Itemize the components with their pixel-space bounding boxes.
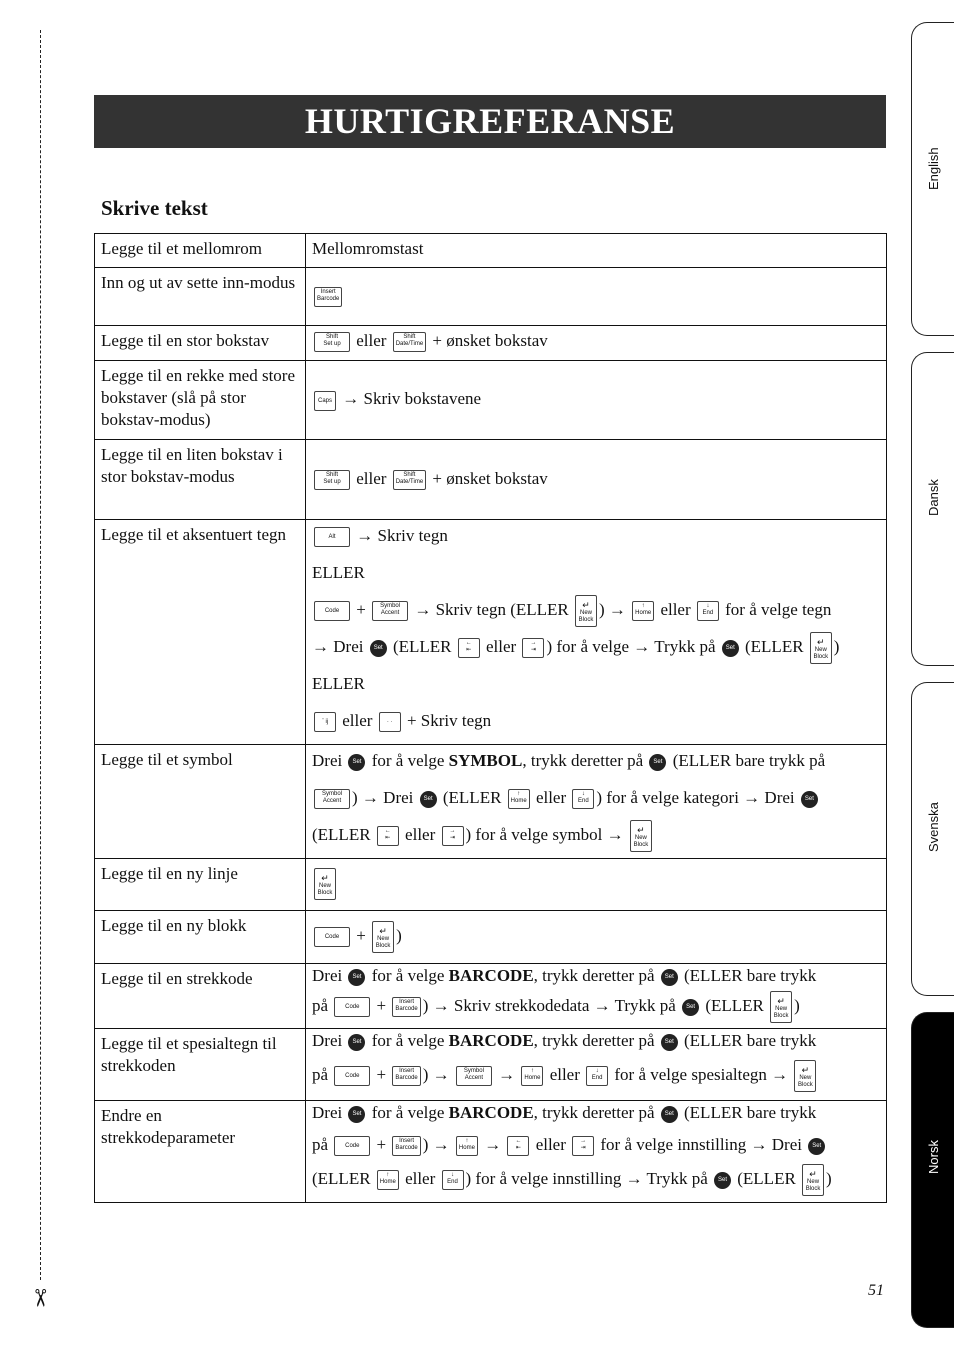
row-description [306, 1101, 887, 1203]
text: ) → Skriv strekkodedata → Trykk på [422, 996, 676, 1015]
text: (ELLER [737, 1169, 796, 1189]
text: ) [396, 925, 402, 945]
left-arrow-key-icon: ← ⇤ [458, 638, 480, 658]
text: (ELLER [312, 825, 371, 844]
text: eller [660, 600, 691, 619]
row-label: Legge til en rekke med store bokstaver (slå på stor bokstav-modus) [95, 361, 306, 440]
text: ) for å velge symbol → [465, 825, 624, 844]
row-label: Inn og ut av sette inn-modus [95, 268, 306, 326]
line [312, 991, 880, 1023]
table-row [95, 1029, 887, 1101]
section-title: Skrive tekst [101, 196, 208, 220]
text: ) [826, 1169, 832, 1189]
text: eller [342, 711, 373, 730]
text: Drei [312, 966, 343, 985]
row-description [306, 911, 887, 964]
text: eller [535, 1135, 566, 1155]
alt-key-icon: Alt [314, 527, 350, 547]
home-key-icon: ↑ Home [377, 1170, 399, 1190]
new-block-key-icon: ↵ New Block [794, 1060, 816, 1092]
shift-key-icon: Shift Set up [314, 470, 350, 490]
insert-key-icon: Insert Barcode [392, 1066, 420, 1086]
row-description [306, 1029, 887, 1101]
row-label: Legge til et mellomrom [95, 234, 306, 268]
text: for å velge [371, 1103, 445, 1123]
row-description [306, 326, 887, 361]
text: , trykk deretter på [522, 751, 644, 770]
set-button-icon: Set [808, 1138, 825, 1155]
text: SYMBOL [448, 751, 523, 770]
code-key-icon: Code [334, 1066, 370, 1086]
new-block-key-icon: ↵ New Block [810, 632, 832, 664]
table-row [95, 1101, 887, 1203]
text: for å velge tegn [725, 600, 832, 619]
text: eller [549, 1065, 580, 1085]
table-row [95, 964, 887, 1029]
text: + [376, 1065, 387, 1085]
line [312, 1056, 880, 1094]
shift-key-icon: Shift Set up [314, 332, 350, 352]
end-key-icon: ↓ End [697, 601, 719, 621]
line [312, 742, 880, 779]
set-button-icon: Set [348, 969, 365, 986]
text: + [376, 1135, 387, 1155]
text: ) for å velge → Trykk på [546, 637, 716, 656]
row-description [306, 745, 887, 859]
row-label: Legge til en liten bokstav i stor bokstav-modus [95, 440, 306, 520]
text: eller [486, 637, 517, 656]
set-button-icon: Set [722, 640, 739, 657]
text: (ELLER bare trykk [684, 966, 817, 985]
text: for å velge [371, 966, 445, 985]
line [312, 1128, 880, 1162]
row-description [306, 440, 887, 520]
text: → [498, 1065, 516, 1085]
text: for å velge [371, 751, 445, 770]
symbol-accent-key-icon: Symbol Accent [314, 789, 350, 809]
new-block-key-icon: ↵ New Block [314, 868, 336, 900]
new-block-key-icon: ↵ New Block [770, 991, 792, 1023]
text: (ELLER [705, 996, 764, 1015]
code-key-icon: Code [314, 927, 350, 947]
text: for å velge innstilling → Drei [600, 1135, 802, 1155]
text: (ELLER [745, 637, 804, 656]
text: Drei [312, 751, 343, 770]
text: Drei [312, 1103, 343, 1123]
row-description: Mellomromstast [306, 234, 887, 268]
text: BARCODE [448, 966, 534, 985]
text: + Skriv tegn [406, 711, 492, 730]
line [312, 591, 880, 628]
text: , trykk deretter på [533, 1103, 655, 1123]
set-button-icon: Set [661, 969, 678, 986]
code-key-icon: Code [314, 601, 350, 621]
text: + ønsket bokstav [432, 468, 548, 488]
line [312, 816, 880, 853]
left-arrow-key-icon: ← ⇤ [377, 826, 399, 846]
end-key-icon: ↓ End [586, 1066, 608, 1086]
left-arrow-key-icon: ← ⇤ [507, 1136, 529, 1156]
text: + [356, 600, 366, 619]
right-arrow-key-icon: → ⇥ [442, 826, 464, 846]
text: BARCODE [448, 1031, 534, 1051]
scissors-icon: ✂ [26, 1287, 55, 1309]
text: ) for å velge innstilling → Trykk på [465, 1169, 708, 1189]
insert-key-icon: Insert Barcode [392, 1136, 420, 1156]
home-key-icon: ↑ Home [521, 1066, 543, 1086]
line [312, 702, 880, 739]
symbol-accent-key-icon: Symbol Accent [456, 1066, 492, 1086]
line [312, 1162, 880, 1196]
code-key-icon: Code [334, 997, 370, 1017]
row-label: Legge til et spesialtegn til strekkoden [95, 1029, 306, 1101]
tab-label: Dansk [926, 479, 941, 516]
insert-key-icon: Insert Barcode [392, 997, 420, 1017]
text: (ELLER [392, 637, 452, 656]
line [312, 1026, 880, 1056]
text: → [484, 1135, 502, 1155]
text: for å velge spesialtegn → [614, 1065, 789, 1085]
line [312, 961, 880, 991]
table-row [95, 268, 887, 326]
text: (ELLER bare trykk [684, 1103, 817, 1123]
table-row [95, 859, 887, 911]
line [312, 779, 880, 816]
new-block-key-icon: ↵ New Block [802, 1164, 824, 1196]
text: , trykk deretter på [533, 1031, 655, 1051]
text: (ELLER bare trykk [684, 1031, 817, 1051]
row-description [306, 268, 887, 326]
end-key-icon: ↓ End [442, 1170, 464, 1190]
text: → Skriv tegn (ELLER [414, 600, 569, 619]
new-block-key-icon: ↵ New Block [630, 820, 652, 852]
text: ) → [599, 600, 626, 619]
new-block-key-icon: ↵ New Block [372, 921, 394, 953]
text: ) → Drei [352, 788, 414, 807]
text: eller [405, 1169, 436, 1189]
home-key-icon: ↑ Home [508, 789, 530, 809]
new-block-key-icon: ↵ New Block [575, 595, 597, 627]
table-row [95, 361, 887, 440]
text: → Skriv tegn [356, 526, 448, 545]
symbol-accent-key-icon: Symbol Accent [372, 601, 408, 621]
row-label: Legge til et aksentuert tegn [95, 520, 306, 745]
text: ) → [422, 1065, 450, 1085]
set-button-icon: Set [420, 791, 437, 808]
tab-svenska[interactable] [911, 682, 954, 996]
right-arrow-key-icon: → ⇥ [522, 638, 544, 658]
row-label: Legge til en ny linje [95, 859, 306, 911]
right-arrow-key-icon: → ⇥ [572, 1136, 594, 1156]
text: på [312, 1135, 329, 1155]
text: eller [356, 468, 387, 488]
row-label: Legge til en ny blokk [95, 911, 306, 964]
row-description [306, 964, 887, 1029]
row-description [306, 520, 887, 745]
text: + [376, 996, 387, 1015]
text: eller [356, 331, 387, 350]
text: på [312, 996, 329, 1015]
line: ELLER [312, 563, 365, 582]
set-button-icon: Set [714, 1172, 731, 1189]
text: eller [535, 788, 567, 807]
table-row [95, 440, 887, 520]
text: BARCODE [448, 1103, 534, 1123]
line [312, 517, 880, 554]
line: ELLER [312, 674, 365, 693]
text: Drei [312, 1031, 343, 1051]
table-row [95, 326, 887, 361]
row-label: Legge til et symbol [95, 745, 306, 859]
tab-label: Norsk [926, 1140, 941, 1174]
text: → Drei [312, 637, 364, 656]
text: for å velge [371, 1031, 445, 1051]
table-row [95, 520, 887, 745]
text: ) for å velge kategori → Drei [596, 788, 795, 807]
page-number: 51 [868, 1282, 884, 1299]
row-label: Legge til en stor bokstav [95, 326, 306, 361]
text: + [356, 925, 366, 945]
row-label: Endre en strekkodeparameter [95, 1101, 306, 1203]
text: på [312, 1065, 329, 1085]
text: ) → [422, 1135, 450, 1155]
set-button-icon: Set [649, 754, 666, 771]
text: , trykk deretter på [533, 966, 655, 985]
row-label: Legge til en strekkode [95, 964, 306, 1029]
caps-key-icon: Caps [314, 391, 336, 411]
table-row [95, 234, 887, 268]
table-row [95, 911, 887, 964]
set-button-icon: Set [661, 1106, 678, 1123]
tab-label: Svenska [926, 802, 941, 852]
text: (ELLER [312, 1169, 371, 1189]
page-title: HURTIGREFERANSE [94, 95, 886, 148]
set-button-icon: Set [370, 640, 387, 657]
text: ) [833, 637, 840, 656]
text: + ønsket bokstav [432, 331, 548, 350]
row-description [306, 361, 887, 440]
set-button-icon: Set [801, 791, 818, 808]
umlaut-key-icon: ¨ ij [314, 712, 336, 732]
text: eller [405, 825, 436, 844]
home-key-icon: ↑ Home [632, 601, 654, 621]
row-description [306, 859, 887, 911]
quick-reference-table [94, 233, 887, 1203]
set-button-icon: Set [348, 1034, 365, 1051]
shift-date-key-icon: Shift Date/Time [393, 470, 426, 490]
table-row [95, 745, 887, 859]
text: (ELLER bare trykk på [672, 751, 826, 770]
tab-norsk[interactable] [911, 1012, 954, 1328]
shift-date-key-icon: Shift Date/Time [393, 332, 426, 352]
end-key-icon: ↓ End [572, 789, 594, 809]
insert-key-icon: Insert Barcode [314, 287, 342, 307]
line [312, 628, 880, 665]
set-button-icon: Set [682, 999, 699, 1016]
tab-english[interactable] [911, 22, 954, 336]
code-key-icon: Code [334, 1136, 370, 1156]
tab-label: English [926, 147, 941, 190]
line [312, 1098, 880, 1128]
set-button-icon: Set [348, 1106, 365, 1123]
dots-key-icon: · · [379, 712, 401, 732]
text: → Skriv bokstavene [342, 389, 482, 409]
tab-dansk[interactable] [911, 352, 954, 666]
set-button-icon: Set [348, 754, 365, 771]
home-key-icon: ↑ Home [456, 1136, 478, 1156]
set-button-icon: Set [661, 1034, 678, 1051]
text: ) [794, 996, 800, 1015]
text: (ELLER [442, 788, 502, 807]
cut-guide-line [40, 30, 41, 1280]
